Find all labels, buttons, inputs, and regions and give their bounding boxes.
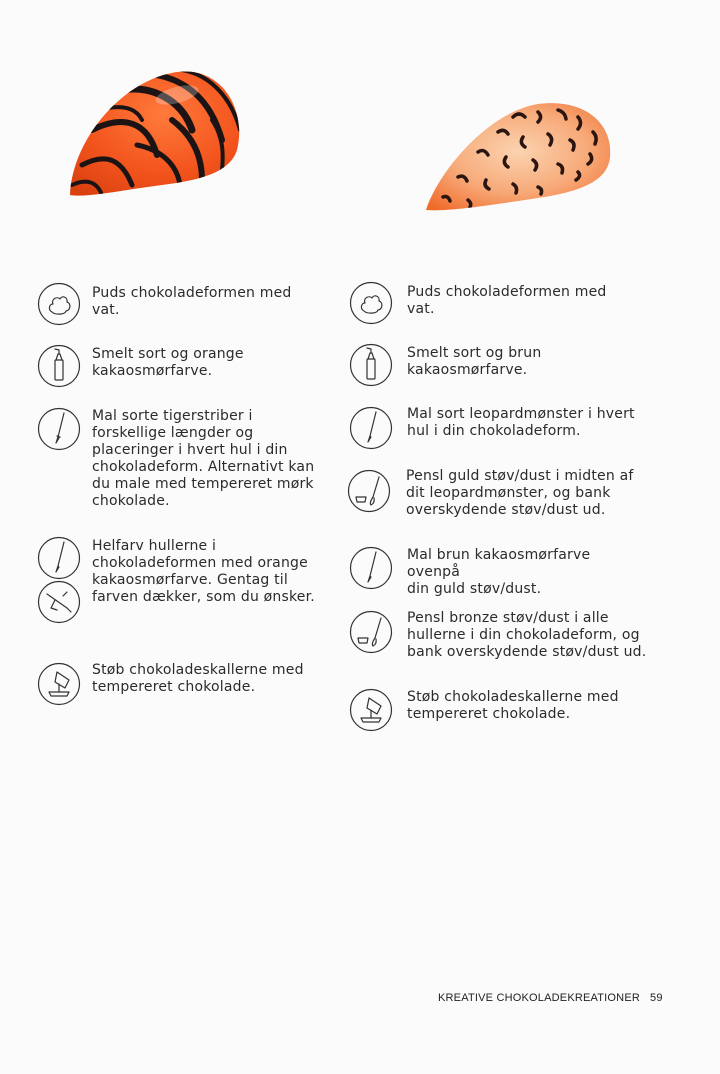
running-footer-title: KREATIVE CHOKOLADEKREATIONER: [438, 992, 641, 1004]
right-step-2-text: Smelt sort og brun kakaosmørfarve.: [407, 345, 542, 378]
right-step-7-text: Støb chokoladeskallerne med tempereret chokolade.: [407, 689, 619, 722]
paint-bottle-icon: [37, 344, 81, 388]
pour-chocolate-icon: [37, 662, 81, 706]
dust-brush-icon: [347, 469, 391, 513]
right-step-5-text: Mal brun kakaosmørfarve ovenpå din guld støv/dust.: [407, 547, 591, 597]
right-step-3-text: Mal sort leopardmønster i hvert hul i din chokoladeform.: [407, 406, 635, 439]
cotton-icon: [37, 282, 81, 326]
right-step-4-text: Pensl guld støv/dust i midten af dit leopardmønster, og bank overskydende støv/dust ud.: [406, 468, 634, 518]
tiger-praline-photo: [62, 60, 252, 210]
dust-brush-icon: [349, 610, 393, 654]
left-step-1-text: Puds chokoladeformen med vat.: [92, 285, 292, 318]
left-step-4-text: Helfarv hullerne i chokoladeformen med orange kakaosmørfarve. Gentag til farven dækker, som du ønsker.: [92, 538, 315, 605]
pour-chocolate-icon: [349, 688, 393, 732]
right-step-6-text: Pensl bronze støv/dust i alle hullerne i din chokoladeform, og bank overskydende støv/dust ud.: [407, 610, 647, 660]
page-number: 59: [650, 992, 663, 1004]
left-step-3-text: Mal sorte tigerstriber i forskellige længder og placeringer i hvert hul i din chokoladeform. Alternativt kan du male med tempereret mørk chokolade.: [92, 408, 315, 509]
left-step-2-text: Smelt sort og orange kakaosmørfarve.: [92, 346, 244, 379]
brush-icon: [349, 546, 393, 590]
right-step-1-text: Puds chokoladeformen med vat.: [407, 284, 607, 317]
paint-bottle-icon: [349, 343, 393, 387]
brush-icon: [37, 407, 81, 451]
left-step-5-text: Støb chokoladeskallerne med tempereret chokolade.: [92, 662, 304, 695]
brush-icon: [349, 406, 393, 450]
brush-and-airbrush-icon: [37, 536, 81, 626]
leopard-praline-photo: [418, 92, 618, 222]
cotton-icon: [349, 281, 393, 325]
